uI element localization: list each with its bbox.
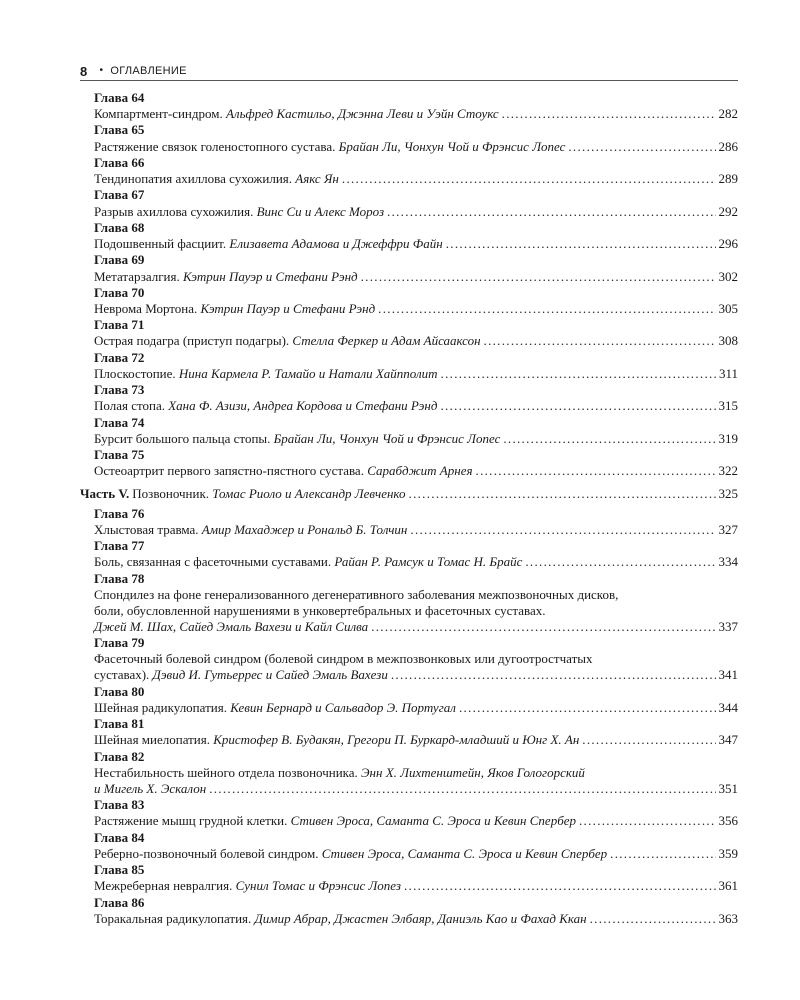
toc-page-number: 327 [718, 521, 738, 537]
chapter-entry [94, 554, 522, 570]
chapter-title: Метатарзалгия. [94, 268, 180, 284]
running-title: ОГЛАВЛЕНИЕ [110, 65, 187, 77]
dot-leader [361, 269, 716, 285]
chapter-entry [94, 431, 500, 447]
chapter-title-line: Спондилез на фоне генерализованного дегенеративного заболевания межпозвоночных дисков, [94, 586, 619, 602]
toc-page-number: 344 [718, 699, 738, 715]
toc-chapter [80, 895, 738, 927]
chapter-authors: Джей М. Шах, Сайед Эмаль Вахези и Кайл Силва [94, 618, 369, 634]
toc-page-number: 361 [718, 878, 738, 894]
dot-leader [342, 171, 716, 187]
chapter-authors: Амир Махаджер и Рональд Б. Толчин [201, 521, 408, 537]
chapter-title: Неврома Мортона. [94, 301, 198, 316]
chapter-label: Глава 83 [94, 797, 145, 813]
toc-chapter [80, 415, 738, 447]
part-label: Часть V. [80, 485, 130, 501]
toc-page-number: 347 [718, 732, 738, 748]
toc-page-number: 359 [718, 845, 738, 861]
running-header [80, 64, 738, 81]
toc-chapter [80, 187, 738, 219]
chapter-title: Компартмент-синдром. [94, 106, 223, 122]
dot-leader [409, 486, 716, 502]
chapter-entry [94, 106, 499, 122]
chapter-label: Глава 78 [94, 570, 145, 586]
toc-page-number: 315 [718, 398, 738, 414]
chapter-authors-cont [94, 781, 206, 797]
chapter-authors: Альфред Кастильо, Джэнна Леви и Уэйн Стоукс [225, 106, 499, 122]
chapter-authors: Брайан Ли, Чонхун Чой и Фрэнсис Лопес [338, 138, 566, 154]
chapter-label: Глава 71 [94, 317, 145, 333]
chapter-authors: Хана Ф. Азизи, Андреа Кордова и Стефани Рэнд [168, 398, 438, 414]
chapter-title: Бурсит большого пальца стопы. [94, 430, 271, 446]
chapter-authors: Винс Си и Алекс Мороз [256, 203, 385, 219]
chapter-label: Глава 65 [94, 122, 145, 138]
chapter-title: Реберно-позвоночный болевой синдром. [94, 845, 319, 861]
chapter-title: суставах). [94, 667, 150, 683]
toc-page-number: 286 [718, 138, 738, 154]
chapter-authors: Брайан Ли, Чонхун Чой и Фрэнсис Лопес [273, 430, 501, 446]
dot-leader [484, 333, 716, 349]
chapter-authors: Стелла Феркер и Адам Айсааксон [292, 333, 481, 349]
chapter-entry [94, 139, 565, 155]
toc-page-number: 282 [718, 106, 738, 122]
toc-page-number: 289 [718, 171, 738, 187]
chapter-title: Хлыстовая травма. [94, 521, 199, 537]
toc-page-number: 356 [718, 813, 738, 829]
dot-leader [582, 732, 715, 748]
toc-page-number: 334 [718, 554, 738, 570]
chapter-title: Торакальная радикулопатия. [94, 910, 252, 926]
toc-chapter [80, 716, 738, 748]
chapter-authors: Стивен Эроса, Саманта С. Эроса и Кевин Спербер [290, 813, 576, 829]
chapter-title: Подошвенный фасциит. [94, 236, 227, 252]
chapter-title: Разрыв ахиллова сухожилия. [94, 203, 254, 219]
dot-leader [610, 846, 715, 862]
dot-leader [502, 106, 716, 122]
chapter-authors: Стивен Эроса, Саманта С. Эроса и Кевин Спербер [321, 845, 608, 861]
chapter-entry [94, 171, 339, 187]
chapter-label: Глава 73 [94, 382, 145, 398]
chapter-title: Растяжение связок голеностопного сустава. [94, 138, 336, 154]
toc-chapter [80, 749, 738, 797]
toc-chapter [80, 90, 738, 122]
dot-leader [404, 878, 716, 894]
toc-chapter [80, 684, 738, 716]
dot-leader [579, 813, 716, 829]
chapter-authors: Райан Р. Рамсук и Томас Н. Брайс [334, 554, 523, 570]
chapter-authors: Димир Абрар, Джастен Элбаяр, Даниэль Као и Фахад Ккан [254, 910, 587, 926]
dot-leader [209, 781, 715, 797]
toc-chapter [80, 635, 738, 683]
chapter-label: Глава 81 [94, 716, 145, 732]
chapter-title: Плоскостопие. [94, 365, 176, 381]
chapter-title: Боль, связанная с фасеточными суставами. [94, 554, 332, 570]
chapter-authors: Энн Х. Лихтенштейн, Яков Гологорский [361, 764, 585, 780]
toc-part [80, 486, 738, 502]
chapter-label: Глава 86 [94, 894, 145, 910]
chapter-title-line: боли, обусловленной нарушениями в унковертебральных и фасеточных суставах. [94, 602, 546, 618]
bullet-icon: • [99, 65, 104, 76]
toc-page-number: 337 [718, 618, 738, 634]
dot-leader [446, 236, 716, 252]
toc-page-number: 341 [718, 667, 738, 683]
dot-leader [525, 554, 715, 570]
chapter-label: Глава 68 [94, 219, 145, 235]
dot-leader [590, 911, 716, 927]
toc-chapter [80, 538, 738, 570]
chapter-title: Нестабильность шейного отдела позвоночника. [94, 764, 358, 780]
dot-leader [503, 431, 715, 447]
toc-page-number: 305 [718, 301, 738, 316]
chapter-title: Шейная радикулопатия. [94, 699, 227, 715]
toc-chapter [80, 122, 738, 154]
chapter-label: Глава 85 [94, 862, 145, 878]
chapter-authors: Дэвид И. Гутьеррес и Сайед Эмаль Вахези [152, 667, 388, 683]
toc-page-number: 308 [718, 333, 738, 349]
chapter-title: Шейная миелопатия. [94, 732, 210, 748]
chapter-entry [94, 911, 587, 927]
toc-page-number: 351 [718, 780, 738, 796]
chapter-label: Глава 76 [94, 505, 145, 521]
toc-chapter [80, 571, 738, 635]
chapter-entry [94, 700, 456, 716]
toc-page-number: 319 [718, 430, 738, 446]
page-number: 8 [80, 64, 88, 79]
chapter-authors: Кэтрин Пауэр и Стефани Рэнд [182, 268, 358, 284]
chapter-title: Межреберная невралгия. [94, 878, 233, 894]
chapter-authors-line [94, 619, 368, 635]
dot-leader [391, 667, 716, 683]
part-editors: Томас Риоло и Александр Левченко [212, 485, 406, 501]
toc-page-number: 302 [718, 268, 738, 284]
chapter-title: Тендинопатия ахиллова сухожилия. [94, 171, 293, 187]
chapter-entry [94, 878, 401, 894]
dot-leader [476, 463, 716, 479]
chapter-authors: Кристофер В. Будакян, Грегори П. Буркард-младший и Юнг Х. Ан [213, 732, 580, 748]
chapter-title-line: Фасеточный болевой синдром (болевой синдром в межпозвонковых или дугоотростчатых [94, 651, 593, 667]
chapter-authors: Кевин Бернард и Сальвадор Э. Португал [230, 699, 456, 715]
chapter-entry [94, 398, 437, 414]
chapter-entry [94, 522, 407, 538]
toc-page-number: 325 [718, 485, 738, 501]
chapter-label: Глава 79 [94, 635, 145, 651]
toc-chapter [80, 506, 738, 538]
toc-chapter [80, 447, 738, 479]
toc-page-number: 311 [718, 365, 738, 381]
toc-page-number: 363 [718, 910, 738, 926]
dot-leader [440, 398, 715, 414]
table-of-contents [80, 90, 738, 927]
chapter-label: Глава 69 [94, 252, 145, 268]
toc-chapter [80, 797, 738, 829]
toc-page-number: 296 [718, 236, 738, 252]
chapter-label: Глава 75 [94, 447, 145, 463]
chapter-label: Глава 84 [94, 829, 145, 845]
dot-leader [441, 366, 716, 382]
dot-leader [410, 522, 715, 538]
chapter-entry [94, 732, 579, 748]
toc-chapter [80, 252, 738, 284]
chapter-entry [94, 236, 443, 252]
chapter-title: Остеоартрит первого запястно-пястного сустава. [94, 463, 364, 479]
chapter-label: Глава 82 [94, 748, 145, 764]
chapter-title: Полая стопа. [94, 398, 165, 414]
toc-page-number: 322 [718, 463, 738, 479]
chapter-authors: Сунил Томас и Фрэнсис Лопез [235, 878, 401, 894]
chapter-label: Глава 80 [94, 683, 145, 699]
chapter-entry [94, 301, 375, 317]
chapter-label: Глава 74 [94, 414, 145, 430]
chapter-entry [94, 269, 358, 285]
chapter-title: Растяжение мышц грудной клетки. [94, 813, 288, 829]
toc-chapter [80, 382, 738, 414]
chapter-label: Глава 66 [94, 154, 145, 170]
dot-leader [371, 619, 715, 635]
chapter-label: Глава 72 [94, 349, 145, 365]
chapter-label: Глава 67 [94, 187, 145, 203]
toc-chapter [80, 350, 738, 382]
chapter-authors-continued: и Мигель Х. Эскалон [94, 780, 207, 796]
chapter-authors: Кэтрин Пауэр и Стефани Рэнд [200, 301, 376, 316]
part-title: Позвоночник. [132, 485, 210, 501]
chapter-authors: Нина Кармела Р. Тамайо и Натали Хайпполит [178, 365, 438, 381]
chapter-label: Глава 70 [94, 284, 145, 300]
chapter-entry [94, 366, 438, 382]
chapter-entry [94, 333, 481, 349]
dot-leader [459, 700, 716, 716]
chapter-entry [94, 846, 607, 862]
toc-chapter [80, 155, 738, 187]
chapter-authors: Елизавета Адамова и Джеффри Файн [229, 236, 443, 252]
toc-chapter [80, 285, 738, 317]
part-heading [80, 486, 406, 502]
dot-leader [568, 139, 715, 155]
toc-page-number: 292 [718, 203, 738, 219]
toc-chapter [80, 862, 738, 894]
toc-chapter [80, 830, 738, 862]
chapter-entry [94, 813, 576, 829]
chapter-entry [94, 463, 473, 479]
chapter-authors: Аякс Ян [295, 171, 339, 187]
chapter-label: Глава 64 [94, 90, 145, 105]
chapter-title: Острая подагра (приступ подагры). [94, 333, 290, 349]
chapter-entry [94, 204, 384, 220]
chapter-authors: Сарабджит Арнея [367, 463, 473, 479]
dot-leader [387, 204, 715, 220]
toc-chapter [80, 220, 738, 252]
chapter-label: Глава 77 [94, 538, 145, 554]
chapter-entry [94, 667, 388, 683]
dot-leader [378, 301, 715, 317]
toc-chapter [80, 317, 738, 349]
